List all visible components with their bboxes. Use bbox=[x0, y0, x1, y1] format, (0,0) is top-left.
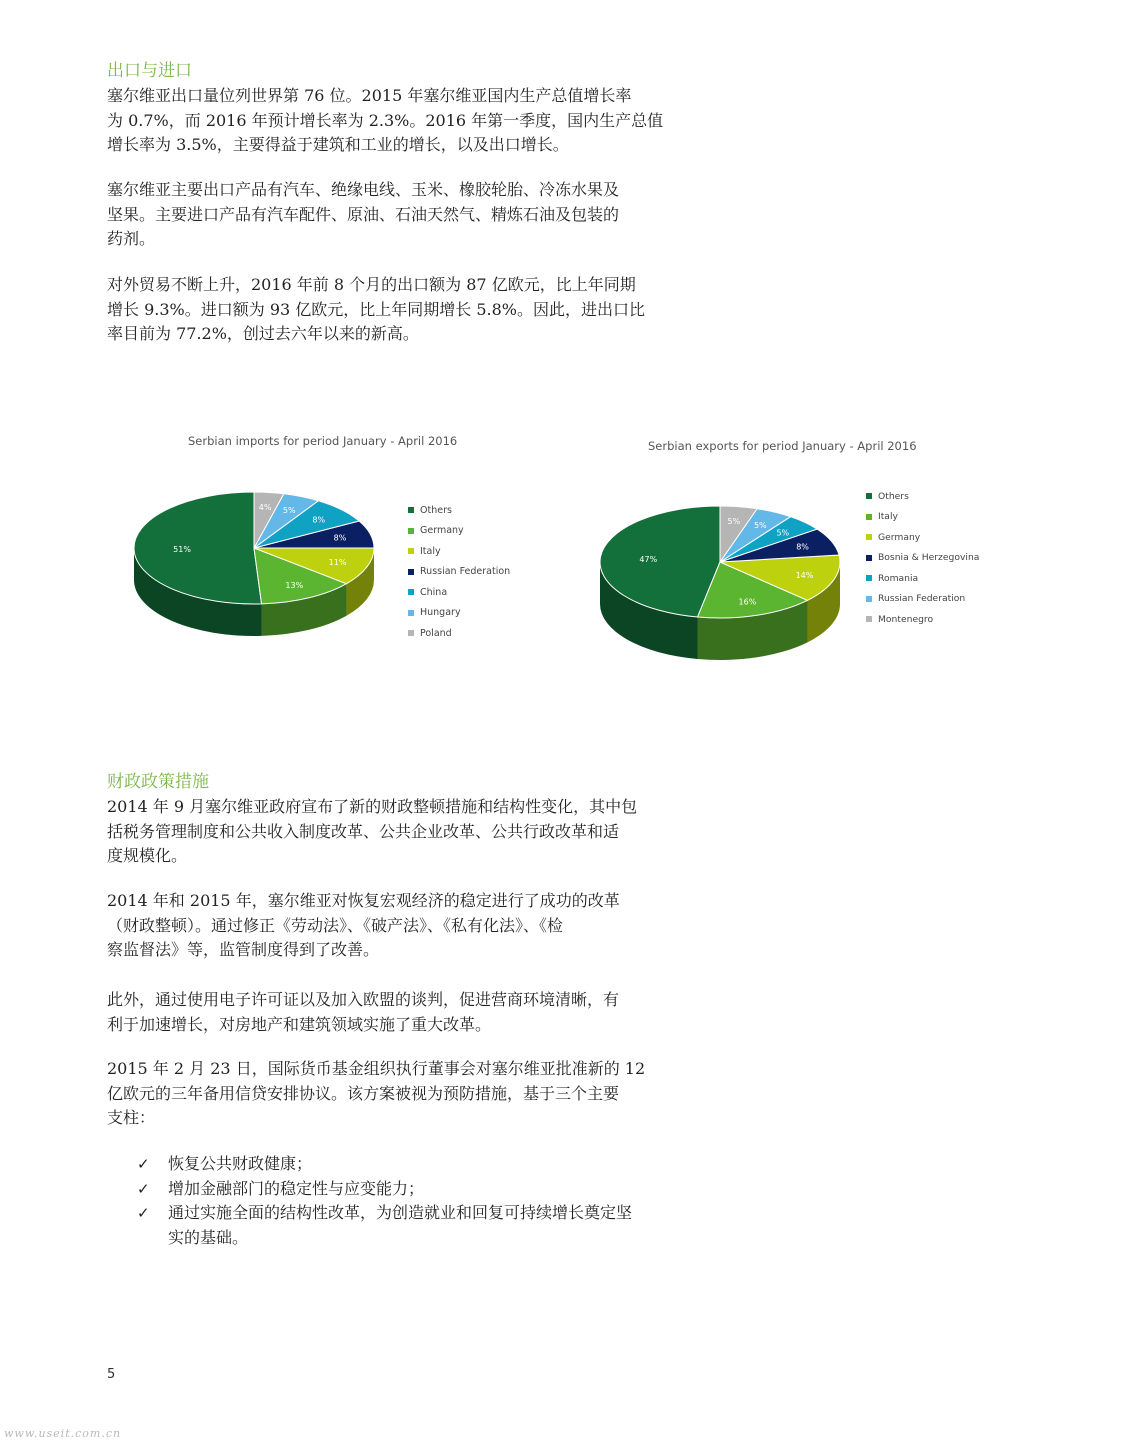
pie-data-label: 8% bbox=[333, 533, 347, 543]
text-line: 对外贸易不断上升，2016 年前 8 个月的出口额为 87 亿欧元，比上年同期 bbox=[107, 275, 636, 294]
legend-entry bbox=[866, 507, 979, 528]
legend-swatch bbox=[866, 493, 872, 499]
legend-swatch bbox=[866, 575, 872, 581]
pillar-item bbox=[137, 1177, 632, 1202]
legend-label: Germany bbox=[420, 525, 464, 537]
pie-data-label: 13% bbox=[285, 580, 304, 590]
pie-data-label: 16% bbox=[738, 597, 757, 607]
text-line: 此外，通过使用电子许可证以及加入欧盟的谈判，促进营商环境清晰，有 bbox=[107, 990, 620, 1009]
legend-swatch bbox=[408, 507, 414, 513]
pie-data-label: 51% bbox=[173, 545, 191, 555]
text-line: 利于加速增长，对房地产和建筑领域实施了重大改革。 bbox=[107, 1014, 492, 1034]
legend-swatch bbox=[866, 555, 872, 561]
imports-pie-chart bbox=[130, 486, 382, 618]
text-line: 为 0.7%，而 2016 年预计增长率为 2.3%。2016 年第一季度，国内生产总值 bbox=[107, 110, 664, 130]
legend-label: Romania bbox=[878, 572, 919, 584]
legend-label: Others bbox=[878, 490, 909, 502]
legend-entry bbox=[408, 541, 510, 562]
legend-entry bbox=[866, 527, 979, 548]
legend-swatch bbox=[408, 589, 414, 595]
text-line: 度规模化。 bbox=[107, 846, 188, 865]
legend-label: China bbox=[420, 586, 448, 598]
pie-data-label: 4% bbox=[258, 502, 272, 512]
legend-swatch bbox=[866, 616, 872, 622]
pie-data-label: 8% bbox=[796, 542, 809, 552]
paragraph-trade-products bbox=[107, 178, 719, 252]
section-heading-trade: 出口与进口 bbox=[107, 61, 192, 81]
pillar-item bbox=[137, 1201, 632, 1250]
text-line: 塞尔维亚主要出口产品有汽车、绝缘电线、玉米、橡胶轮胎、冷冻水果及 bbox=[107, 180, 620, 199]
pie-data-label: 5% bbox=[282, 505, 296, 515]
pie-data-label: 5% bbox=[776, 528, 790, 538]
legend-entry bbox=[408, 500, 510, 521]
legend-entry bbox=[866, 486, 979, 507]
text-line: （财政整顿）。通过修正《劳动法》、《破产法》、《私有化法》、《检 bbox=[107, 915, 564, 935]
legend-swatch bbox=[408, 528, 414, 534]
text-line: 括税务管理制度和公共收入制度改革、公共企业改革、公共行政改革和适 bbox=[107, 821, 620, 841]
legend-label: Poland bbox=[420, 627, 452, 639]
legend-entry bbox=[866, 568, 979, 589]
check-icon: ✓ bbox=[137, 1204, 150, 1222]
text-line: 增长率为 3.5%，主要得益于建筑和工业的增长，以及出口增长。 bbox=[107, 135, 569, 154]
legend-swatch bbox=[408, 610, 414, 616]
text-line: 2014 年 9 月塞尔维亚政府宣布了新的财政整顿措施和结构性变化，其中包 bbox=[107, 797, 638, 816]
paragraph-trade-intro bbox=[107, 84, 719, 158]
text-line: 增长 9.3%。进口额为 93 亿欧元，比上年同期增长 5.8%。因此，进出口比 bbox=[107, 299, 646, 319]
legend-label: Others bbox=[420, 504, 452, 516]
legend-entry bbox=[866, 609, 979, 630]
legend-swatch bbox=[408, 548, 414, 554]
exports-pie-chart bbox=[596, 502, 844, 646]
text-line: 支柱： bbox=[107, 1108, 156, 1127]
legend-swatch bbox=[408, 569, 414, 575]
pie-data-label: 11% bbox=[328, 558, 347, 568]
pie-data-label: 5% bbox=[753, 521, 767, 531]
legend-entry bbox=[408, 521, 510, 542]
legend-label: Russian Federation bbox=[420, 566, 511, 578]
pillar-text: 通过实施全面的结构性改革，为创造就业和回复可持续增长奠定坚 bbox=[168, 1203, 633, 1222]
legend-entry bbox=[866, 589, 979, 610]
imports-legend bbox=[408, 500, 510, 644]
pillar-text: 实的基础。 bbox=[168, 1227, 249, 1247]
text-line: 率目前为 77.2%，创过去六年以来的新高。 bbox=[107, 324, 419, 343]
text-line: 亿欧元的三年备用信贷安排协议。该方案被视为预防措施，基于三个主要 bbox=[107, 1083, 620, 1103]
legend-label: Montenegro bbox=[878, 613, 934, 625]
legend-label: Italy bbox=[420, 545, 441, 557]
paragraph-fiscal-imf bbox=[107, 1057, 719, 1131]
pie-data-label: 14% bbox=[795, 570, 814, 580]
legend-swatch bbox=[866, 596, 872, 602]
pie-data-label: 5% bbox=[727, 517, 741, 527]
legend-label: Hungary bbox=[420, 607, 461, 619]
pillars-list bbox=[137, 1152, 632, 1250]
pie-data-label: 47% bbox=[639, 554, 658, 564]
legend-label: Italy bbox=[878, 511, 898, 523]
text-line: 2014 年和 2015 年，塞尔维亚对恢复宏观经济的稳定进行了成功的改革 bbox=[107, 891, 620, 910]
paragraph-fiscal-eu bbox=[107, 988, 719, 1037]
text-line: 药剂。 bbox=[107, 229, 156, 248]
paragraph-fiscal-2014 bbox=[107, 795, 719, 869]
legend-label: Bosnia & Herzegovina bbox=[878, 552, 980, 564]
legend-swatch bbox=[866, 534, 872, 540]
text-line: 塞尔维亚出口量位列世界第 76 位。2015 年塞尔维亚国内生产总值增长率 bbox=[107, 86, 632, 105]
text-line: 2015 年 2 月 23 日，国际货币基金组织执行董事会对塞尔维亚批准新的 12 bbox=[107, 1059, 646, 1078]
paragraph-trade-figures bbox=[107, 273, 719, 347]
paragraph-fiscal-reforms bbox=[107, 889, 719, 963]
exports-chart-title: Serbian exports for period January - April 2016 bbox=[648, 439, 917, 453]
legend-entry bbox=[408, 582, 510, 603]
watermark: www.useit.com.cn bbox=[4, 1427, 122, 1440]
legend-swatch bbox=[866, 514, 872, 520]
check-icon: ✓ bbox=[137, 1155, 150, 1173]
page-number: 5 bbox=[107, 1367, 116, 1382]
exports-legend bbox=[866, 486, 979, 630]
text-line: 坚果。主要进口产品有汽车配件、原油、石油天然气、精炼石油及包装的 bbox=[107, 204, 620, 224]
pillar-text: 恢复公共财政健康； bbox=[168, 1154, 313, 1173]
text-line: 察监督法》等，监管制度得到了改善。 bbox=[107, 940, 380, 959]
section-heading-fiscal: 财政政策措施 bbox=[107, 772, 209, 792]
legend-entry bbox=[408, 623, 510, 644]
legend-entry bbox=[408, 603, 510, 624]
pillar-text: 增加金融部门的稳定性与应变能力； bbox=[168, 1178, 425, 1198]
pie-data-label: 8% bbox=[312, 515, 326, 525]
legend-entry bbox=[408, 562, 510, 583]
check-icon: ✓ bbox=[137, 1179, 150, 1198]
legend-swatch bbox=[408, 630, 414, 636]
pillar-item bbox=[137, 1152, 632, 1177]
legend-label: Germany bbox=[878, 531, 921, 543]
imports-chart-title: Serbian imports for period January - April 2016 bbox=[188, 434, 458, 448]
legend-label: Russian Federation bbox=[878, 593, 966, 605]
legend-entry bbox=[866, 548, 979, 569]
